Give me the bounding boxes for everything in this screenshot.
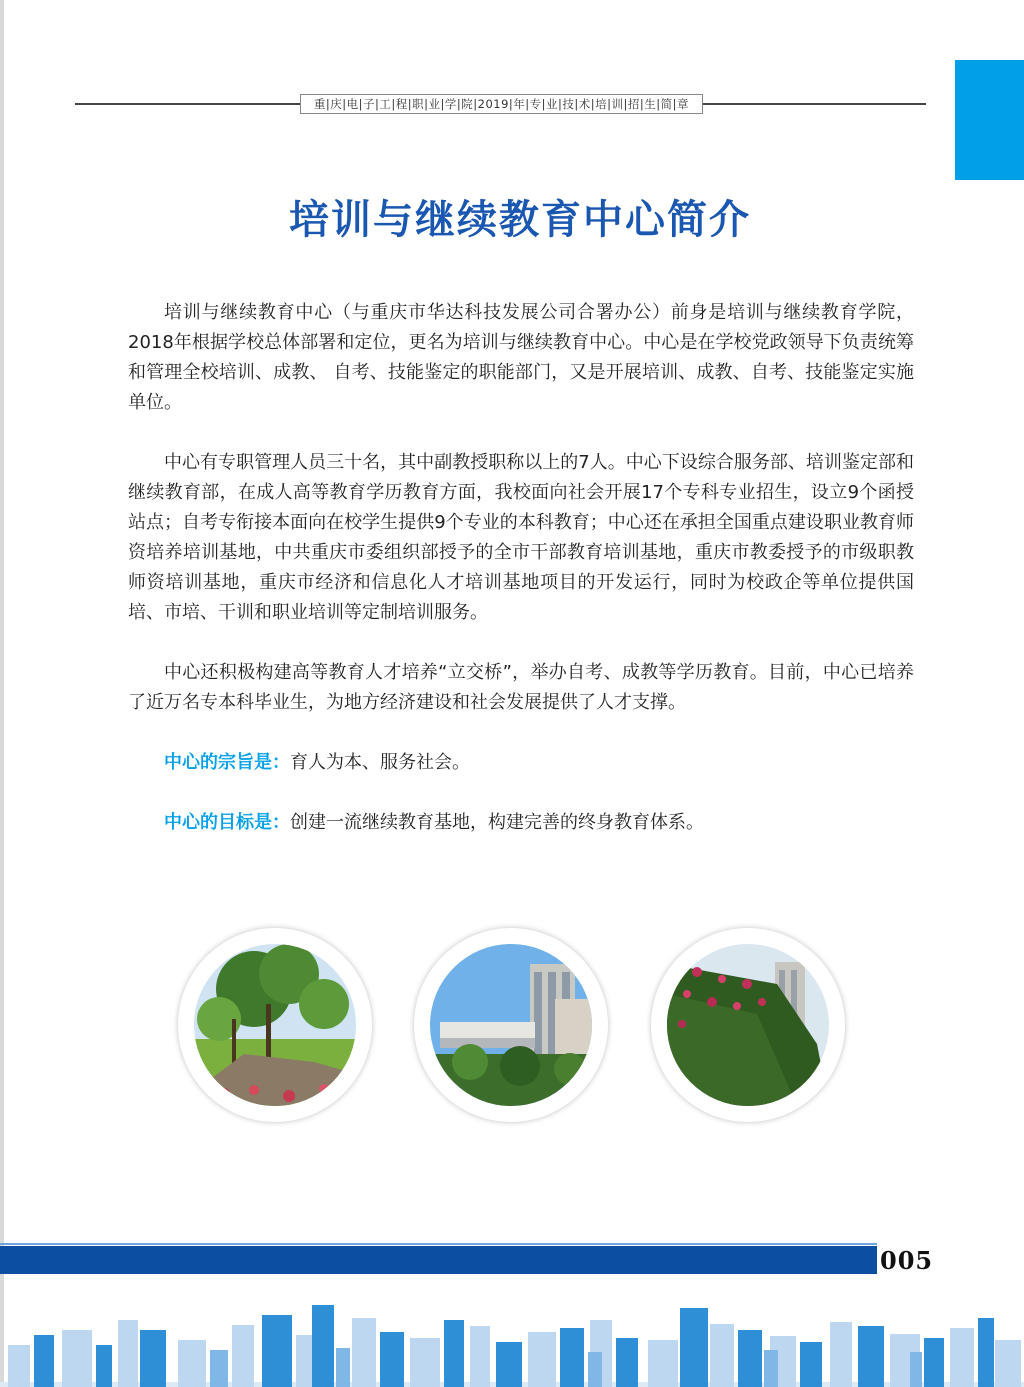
paragraph-achievement: 中心还积极构建高等教育人才培养“立交桥”，举办自考、成教等学历教育。目前，中心已培养了近万名专本科毕业生，为地方经济建设和社会发展提供了人才支撑。 [128,662,914,713]
page-number: 005 [880,1246,934,1275]
campus-garden-photo [194,944,356,1106]
mission-label: 中心的宗旨是： [164,752,290,773]
city-skyline-decoration [0,1290,1024,1387]
mission-text: 育人为本、服务社会。 [290,752,470,773]
body-text [128,298,914,838]
paragraph-intro: 培训与继续教育中心（与重庆市华达科技发展公司合署办公）前身是培训与继续教育学院，2018年根据学校总体部署和定位，更名为培训与继续教育中心。中心是在学校党政领导下负责统筹和管理全校培训、成教、 自考、技能鉴定的职能部门，又是开展培训、成教、自考、技能鉴定实施单位。 [128,302,914,413]
footer-bar [0,1246,877,1274]
header-rule-left [75,103,300,105]
flower-wall-photo [667,944,829,1106]
photo-frame-1 [178,928,372,1122]
photo-frame-2 [414,928,608,1122]
page-title: 培训与继续教育中心简介 [289,197,751,243]
running-header: 重|庆|电|子|工|程|职|业|学|院|2019|年|专|业|技|术|培|训|招|生|简|章 [300,94,703,114]
goal-line [128,808,914,838]
photo-frame-3 [651,928,845,1122]
header-rule-right [703,103,926,105]
section-tab [955,60,1024,180]
paragraph-staff: 中心有专职管理人员三十名，其中副教授职称以上的7人。中心下设综合服务部、培训鉴定部和继续教育部，在成人高等教育学历教育方面，我校面向社会开展17个专科专业招生，设立9个函授站点；自考专衔接本面向在校学生提供9个专业的本科教育；中心还在承担全国重点建设职业教育师资培养培训基地，中共重庆市委组织部授予的全市干部教育培训基地，重庆市教委授予的市级职教师资培训基地，重庆市经济和信息化人才培训基地项目的开发运行，同时为校政企等单位提供国培、市培、干训和职业培训等定制培训服务。 [128,452,914,623]
mission-line [128,748,914,778]
goal-label: 中心的目标是： [164,812,290,833]
campus-building-photo [430,944,592,1106]
footer-accent-line [0,1243,877,1245]
goal-text: 创建一流继续教育基地，构建完善的终身教育体系。 [290,812,704,833]
